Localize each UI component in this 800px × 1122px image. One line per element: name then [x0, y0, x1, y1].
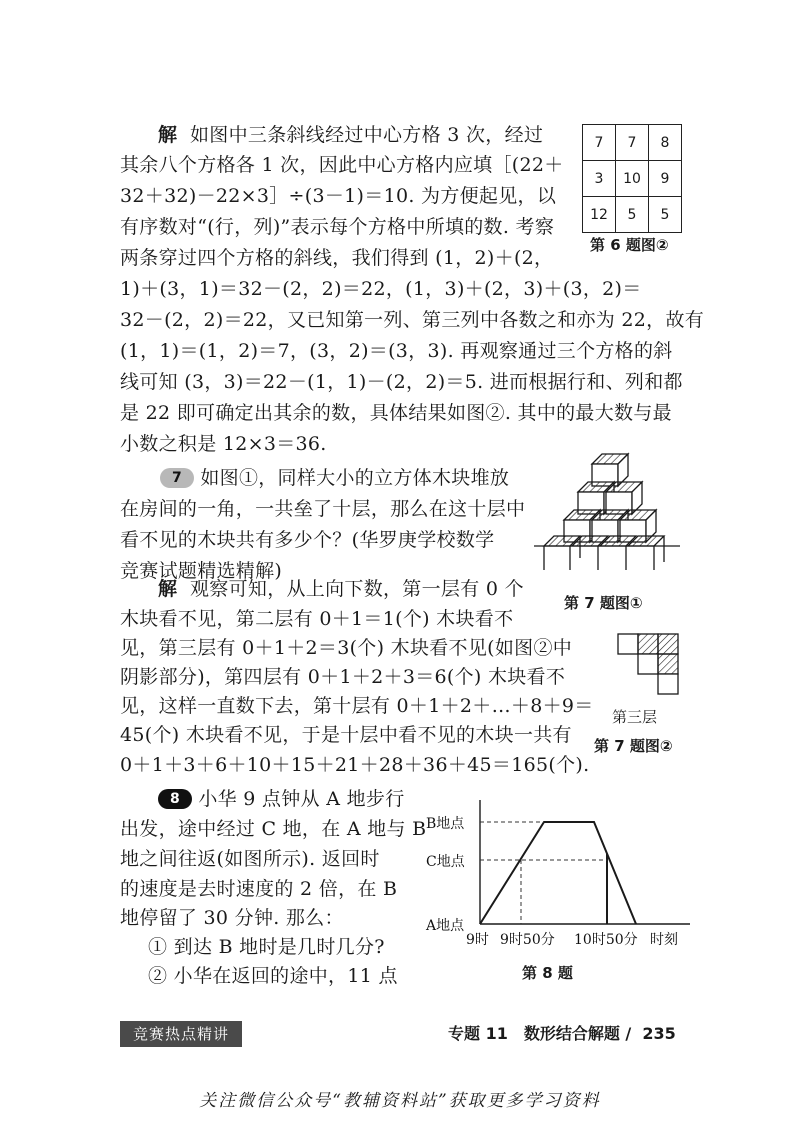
solution6-line-7: 32－(2，2)＝22，又已知第一列、第三列中各数之和亦为 22，故有: [120, 309, 705, 331]
solution6-line-2: 其余八个方格各 1 次，因此中心方格内应填［(22＋: [120, 154, 564, 176]
solution6-line-5: 两条穿过四个方格的斜线，我们得到 (1，2)＋(2，: [120, 247, 554, 269]
x-label-950: 9时50分: [500, 932, 555, 948]
problem8-line-2: 出发，途中经过 C 地，在 A 地与 B: [120, 818, 427, 840]
solution6-line-6: 1)＋(3，1)＝32－(2，2)＝22，(1，3)＋(2，3)＋(3，2)＝: [120, 278, 642, 300]
solution6-line-8: (1，1)＝(1，2)＝7，(3，2)＝(3，3). 再观察通过三个方格的斜: [120, 340, 673, 362]
x-label-time: 时刻: [650, 932, 678, 948]
solution6-line-1: 解 如图中三条斜线经过中心方格 3 次，经过: [158, 124, 544, 146]
route-line: [480, 822, 636, 924]
problem8-line-5: 地停留了 30 分钟. 那么：: [120, 907, 344, 929]
problem-number-badge: 7: [160, 468, 194, 488]
watermark-note: 关注微信公众号“教辅资料站”获取更多学习资料: [199, 1091, 601, 1111]
y-label-b: B地点: [426, 816, 465, 832]
grid-row: [583, 197, 682, 233]
topic-title: 专题 11 数形结合解题: [448, 1024, 620, 1043]
problem8-line-4: 的速度是去时速度的 2 倍，在 B: [120, 878, 398, 900]
problem7-line-2: 在房间的一角，一共垒了十层，那么在这十层中: [120, 498, 526, 520]
cube-stack-figure: [528, 452, 704, 584]
figure7-2-caption: 第 7 题图②: [594, 737, 673, 755]
grid-row: [583, 161, 682, 197]
solution7-line-4: 阴影部分)，第四层有 0＋1＋2＋3＝6(个) 木块看不: [120, 666, 566, 688]
solution7-line-5: 见，这样一直数下去，第十层有 0＋1＋2＋…＋8＋9＝: [120, 695, 594, 717]
problem7-line-1: 7 如图①，同样大小的立方体木块堆放: [160, 463, 509, 493]
problem8-line-3: 地之间往返(如图所示). 返回时: [120, 848, 380, 870]
y-label-c: C地点: [426, 854, 465, 870]
grid-cell: 3: [583, 161, 616, 197]
grid-cell: 10: [616, 161, 649, 197]
x-label-1050: 10时50分: [574, 932, 638, 948]
figure6-caption: 第 6 题图②: [590, 236, 669, 254]
solution6-line-9: 线可知 (3，3)＝22－(1，1)－(2，2)＝5. 进而根据行和、列和都: [120, 371, 683, 393]
section-tag: 竞赛热点精讲: [120, 1021, 242, 1047]
problem8-line-7: ② 小华在返回的途中，11 点: [148, 965, 398, 987]
problem7-line-3: 看不见的木块共有多少个？(华罗庚学校数学: [120, 529, 495, 551]
solution6-line-4: 有序数对“(行，列)”表示每个方格中所填的数. 考察: [120, 216, 555, 238]
y-label-a: A地点: [426, 918, 465, 934]
problem7-line-4: 竞赛试题精选精解): [120, 560, 283, 582]
grid-row: [583, 125, 682, 161]
problem8-line-6: ① 到达 B 地时是几时几分?: [148, 936, 385, 958]
grid-cell: 5: [616, 197, 649, 233]
layer-figure: [614, 632, 684, 702]
grid-cell: 5: [649, 197, 682, 233]
grid-cell: 7: [616, 125, 649, 161]
solution7-line-7: 0＋1＋3＋6＋10＋15＋21＋28＋36＋45＝165(个).: [120, 754, 590, 776]
solution7-line-2: 木块看不见，第二层有 0＋1＝1(个) 木块看不: [120, 608, 514, 630]
solution6-line-3: 32＋32)－22×3］÷(3－1)＝10. 为方便起见，以: [120, 185, 557, 207]
page-number: 235: [642, 1024, 676, 1043]
solution6-line-10: 是 22 即可确定出其余的数，具体结果如图②. 其中的最大数与最: [120, 402, 672, 424]
distance-time-chart: [420, 792, 710, 952]
solution7-line-1: 解 观察可知，从上向下数，第一层有 0 个: [158, 578, 524, 600]
grid-cell: 9: [649, 161, 682, 197]
figure7-1-caption: 第 7 题图①: [564, 594, 643, 612]
solution7-line-3: 见，第三层有 0＋1＋2＝3(个) 木块看不见(如图②中: [120, 637, 573, 659]
solution-label: 解: [158, 124, 178, 146]
figure8-caption: 第 8 题: [522, 964, 573, 982]
solution7-line-6: 45(个) 木块看不见，于是十层中看不见的木块一共有: [120, 724, 572, 746]
grid-cell: 7: [583, 125, 616, 161]
solution-label: 解: [158, 578, 178, 600]
grid-cell: 12: [583, 197, 616, 233]
grid-cell: 8: [649, 125, 682, 161]
problem8-line-1: 8 小华 9 点钟从 A 地步行: [158, 784, 405, 814]
magic-square-grid: [582, 124, 682, 233]
divider-slash: /: [625, 1024, 632, 1043]
problem-number-badge: 8: [158, 789, 192, 809]
page-footer: [448, 1021, 676, 1047]
x-label-9: 9时: [466, 932, 489, 948]
figure7-2-label: 第三层: [612, 708, 658, 726]
solution6-line-11: 小数之积是 12×3＝36.: [120, 433, 327, 455]
